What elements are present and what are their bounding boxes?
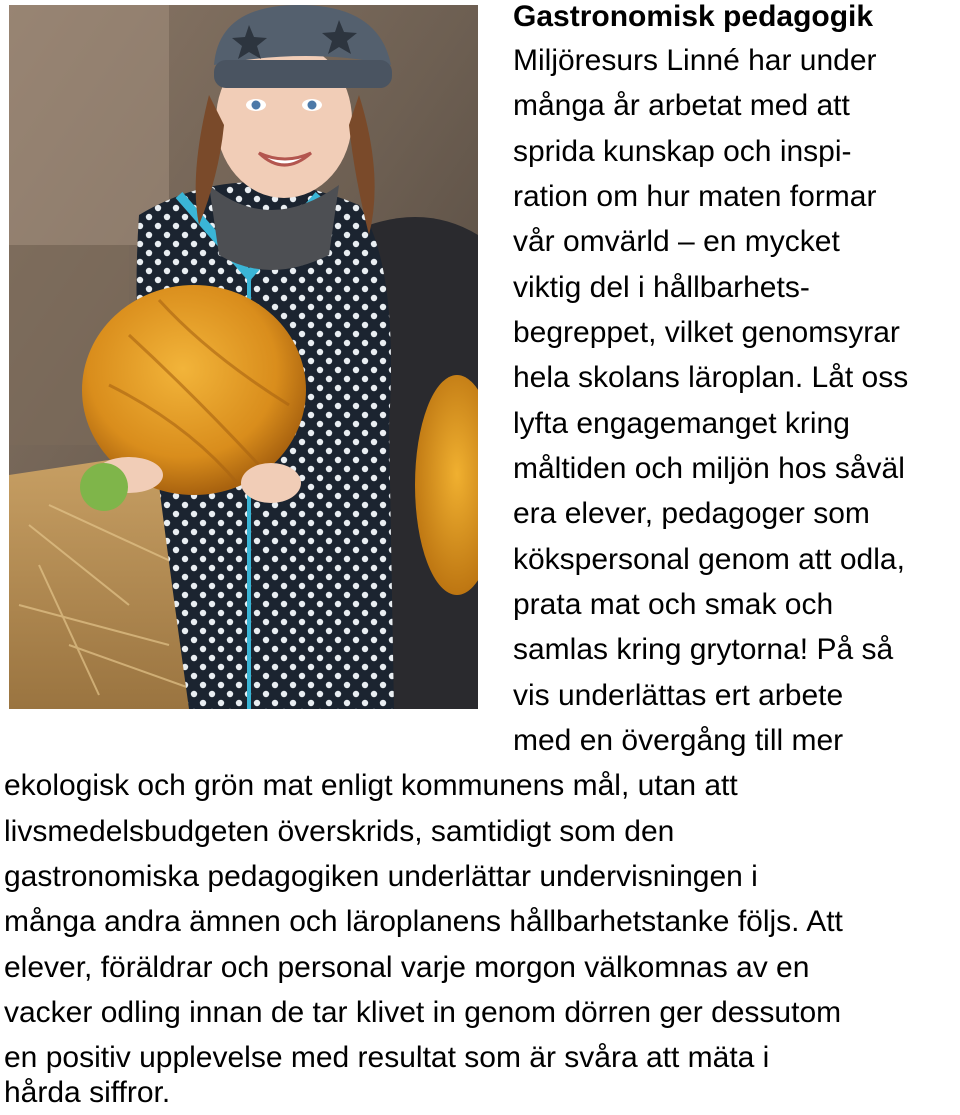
text-line: prata mat och smak och: [513, 588, 834, 621]
text-line: vår omvärld – en mycket: [513, 225, 840, 258]
text-line: begreppet, vilket genomsyrar: [513, 316, 900, 349]
text-line: hårda siffror.: [4, 1076, 171, 1109]
text-line: hela skolans läroplan. Låt oss: [513, 361, 909, 394]
text-line: ekologisk och grön mat enligt kommunens mål, utan att: [4, 769, 738, 802]
text-line: elever, föräldrar och personal varje morgon välkomnas av en: [4, 951, 810, 984]
text-line: gastronomiska pedagogiken underlättar undervisningen i: [4, 860, 758, 893]
text-line: lyfta engagemanget kring: [513, 407, 850, 440]
text-line: med en övergång till mer: [513, 724, 844, 757]
text-line: samlas kring grytorna! På så: [513, 633, 894, 666]
text-line: ration om hur maten formar: [513, 180, 877, 213]
text-line: livsmedelsbudgeten överskrids, samtidigt som den: [4, 815, 675, 848]
text-line: vacker odling innan de tar klivet in genom dörren ger dessutom: [4, 996, 842, 1029]
child-with-pumpkin-photo: [9, 5, 478, 709]
text-line: en positiv upplevelse med resultat som är svåra att mäta i: [4, 1041, 770, 1074]
text-line: många år arbetat med att: [513, 89, 850, 122]
text-line: kökspersonal genom att odla,: [513, 543, 905, 576]
text-line: sprida kunskap och inspi-: [513, 135, 852, 168]
text-line: viktig del i hållbarhets-: [513, 271, 810, 304]
text-line: era elever, pedagoger som: [513, 497, 870, 530]
page-title: Gastronomisk pedagogik: [513, 0, 874, 33]
text-line: Miljöresurs Linné har under: [513, 44, 877, 77]
text-line: vis underlättas ert arbete: [513, 679, 844, 712]
text-line: måltiden och miljön hos såväl: [513, 452, 905, 485]
text-line: många andra ämnen och läroplanens hållbarhetstanke följs. Att: [4, 905, 843, 938]
